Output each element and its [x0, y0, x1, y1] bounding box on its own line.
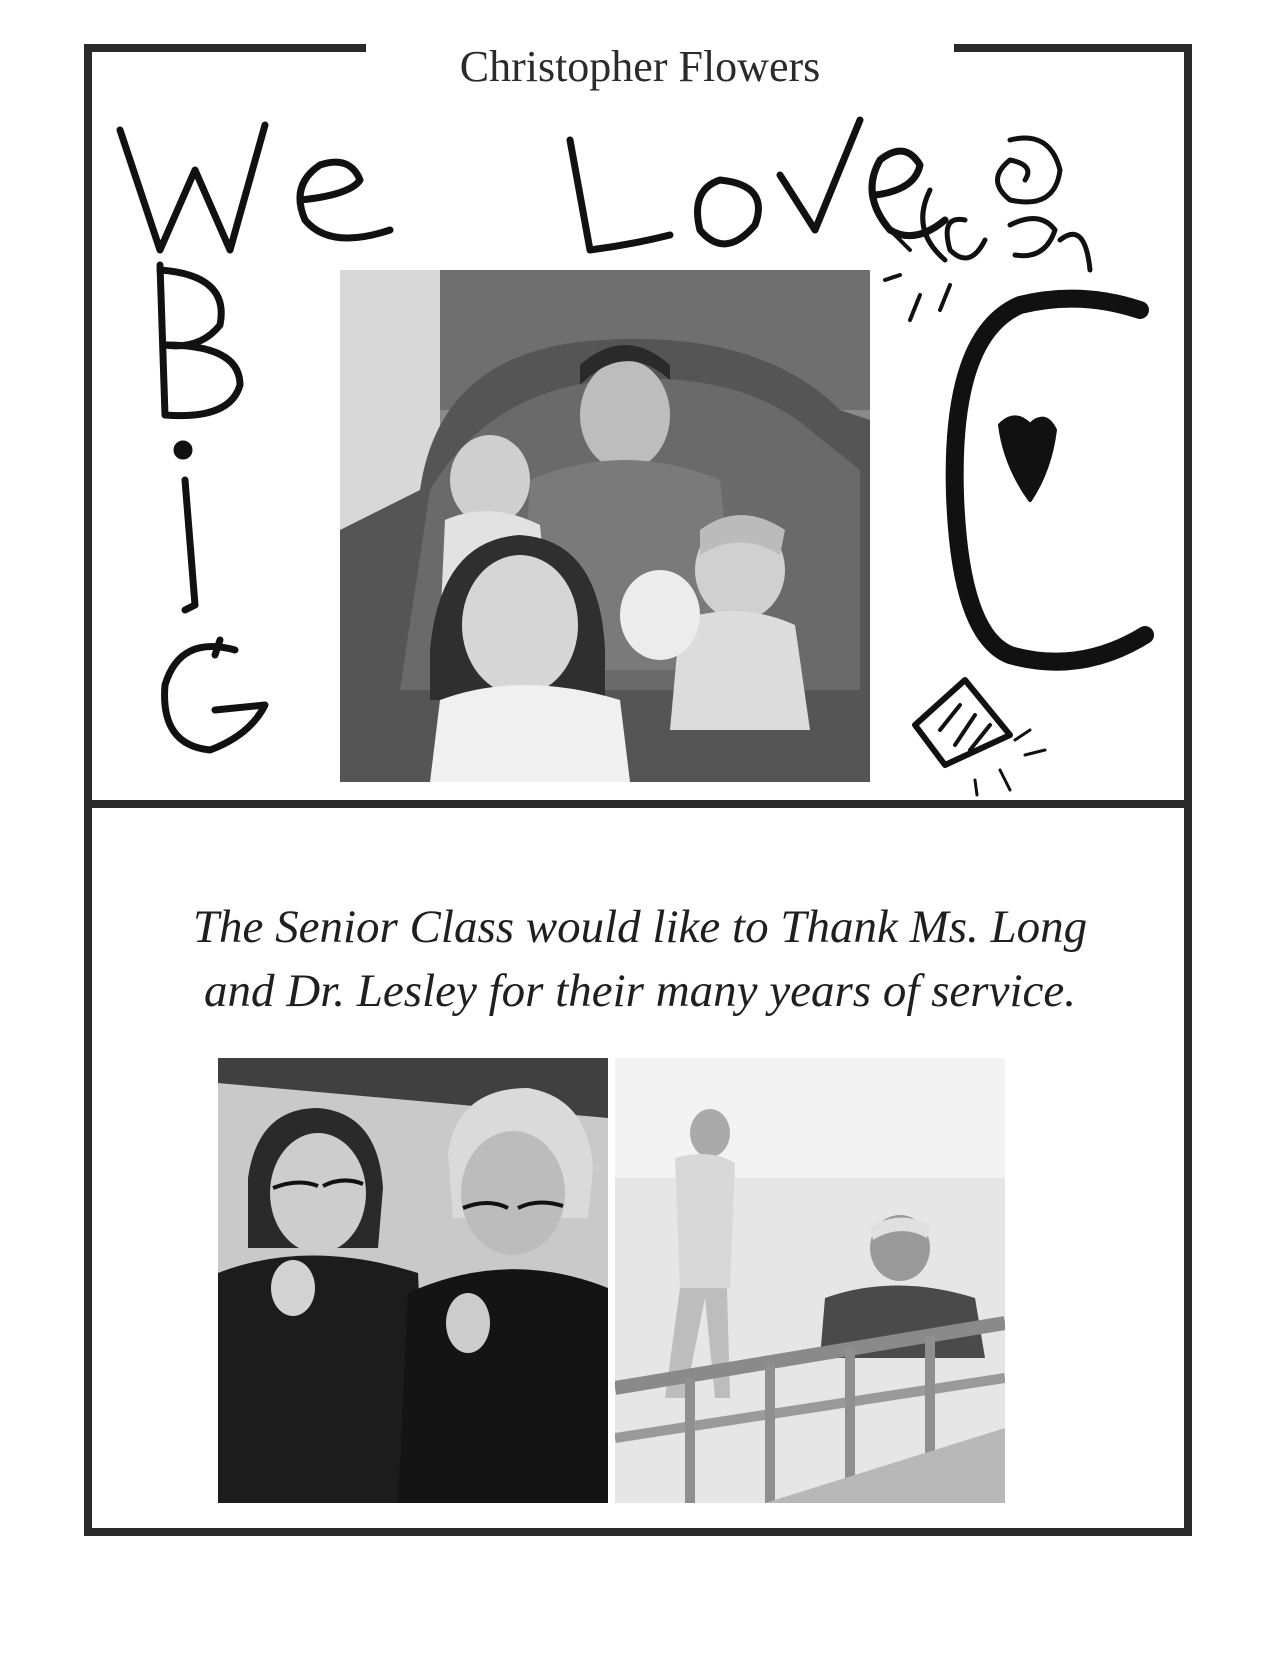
doodle-diamond	[905, 660, 1055, 800]
doodle-swirl	[870, 120, 1110, 340]
family-photo	[340, 270, 870, 782]
construction-photo	[615, 1058, 1005, 1503]
tribute-line-1: The Senior Class would like to Thank Ms. Long	[192, 901, 1088, 953]
handwritten-big	[140, 255, 300, 775]
page-title: Christopher Flowers	[459, 42, 821, 91]
frame-bottom	[84, 1528, 1192, 1536]
tribute-text	[110, 895, 1170, 1023]
handwritten-c-with-heart	[930, 295, 1160, 695]
frame-top-left	[84, 44, 366, 52]
frame-top-right	[954, 44, 1192, 52]
frame-left	[84, 44, 92, 1536]
tribute-line-2: and Dr. Lesley for their many years of service.	[204, 965, 1076, 1017]
teacher-photo	[218, 1058, 608, 1503]
frame-right	[1184, 44, 1192, 1536]
handwritten-we-love	[100, 100, 1000, 280]
frame-divider	[84, 800, 1192, 808]
